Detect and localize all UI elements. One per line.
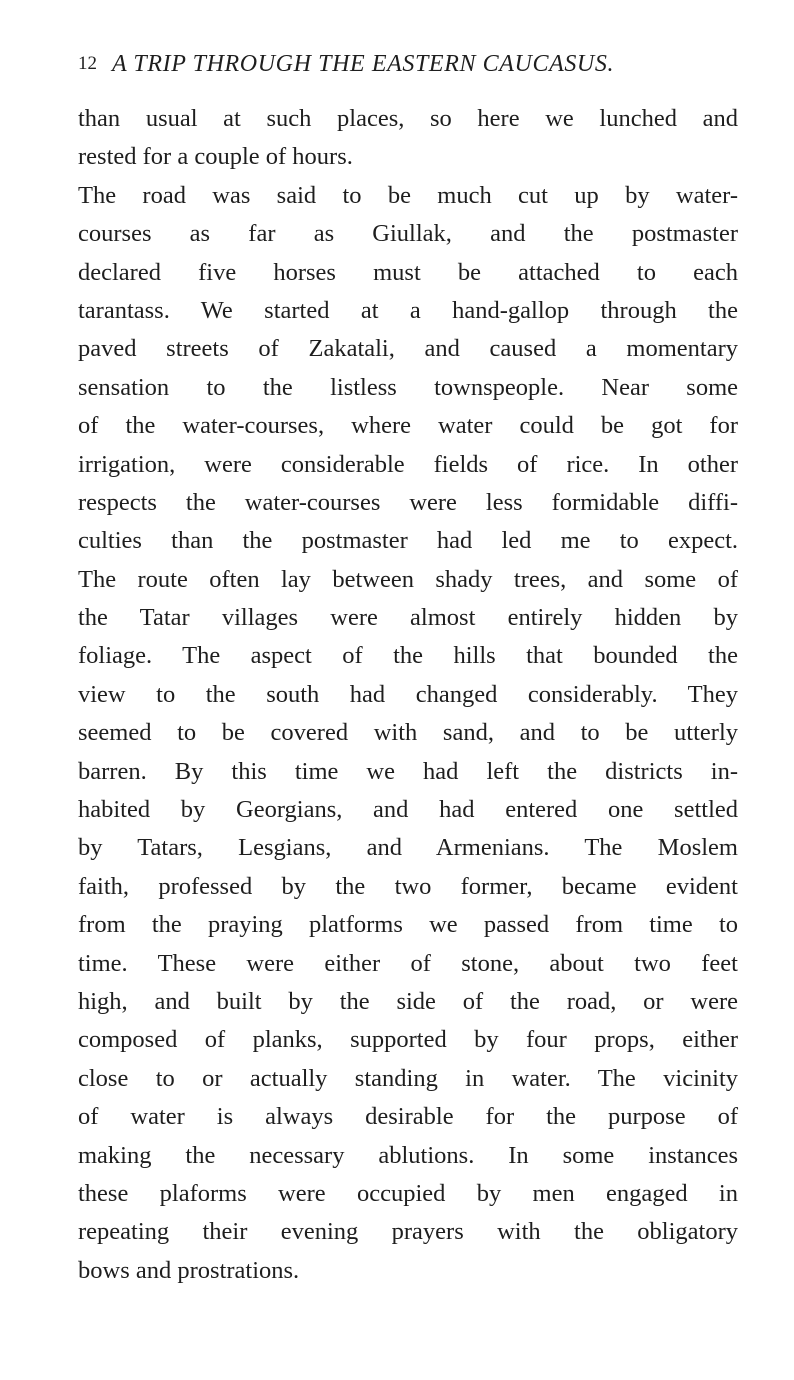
text-line: repeating their evening prayers with the obligatory: [78, 1218, 738, 1246]
text-line: barren. By this time we had left the districts in-: [78, 757, 738, 785]
text-line: close to or actually standing in water. The vicinity: [78, 1064, 738, 1092]
text-line: time. These were either of stone, about two feet: [78, 949, 738, 977]
text-line: sensation to the listless townspeople. Near some: [78, 373, 738, 401]
text-line: high, and built by the side of the road, or were: [78, 987, 738, 1015]
text-line: bows and prostrations.: [78, 1256, 300, 1284]
text-line: irrigation, were considerable fields of rice. In other: [78, 450, 738, 478]
text-line: view to the south had changed considerably. They: [78, 680, 738, 708]
text-line: The route often lay between shady trees, and some of: [78, 565, 738, 593]
text-line: than usual at such places, so here we lunched and: [78, 105, 738, 132]
text-line: the Tatar villages were almost entirely hidden by: [78, 604, 738, 632]
text-line: of the water-courses, where water could be got for: [78, 412, 738, 440]
text-line: from the praying platforms we passed from time to: [78, 911, 738, 939]
text-line: faith, professed by the two former, became evident: [78, 872, 738, 900]
text-line: making the necessary ablutions. In some instances: [78, 1141, 738, 1169]
running-head: [78, 48, 718, 80]
text-line: by Tatars, Lesgians, and Armenians. The Moslem: [78, 834, 738, 862]
text-line: foliage. The aspect of the hills that bounded the: [78, 642, 738, 670]
text-line: courses as far as Giullak, and the postmaster: [78, 220, 738, 248]
text-line: rested for a couple of hours.: [78, 143, 353, 171]
text-line: habited by Georgians, and had entered one settled: [78, 796, 738, 824]
text-line: seemed to be covered with sand, and to be utterly: [78, 719, 738, 747]
text-line: The road was said to be much cut up by water-: [78, 181, 738, 209]
text-line: culties than the postmaster had led me to expect.: [78, 527, 738, 555]
body-text: [78, 100, 738, 1290]
text-line: these plaforms were occupied by men engaged in: [78, 1179, 738, 1207]
running-title: A TRIP THROUGH THE EASTERN CAUCASUS.: [112, 51, 615, 77]
text-line: paved streets of Zakatali, and caused a momentary: [78, 335, 738, 363]
text-line: composed of planks, supported by four props, either: [78, 1026, 738, 1054]
text-line: declared five horses must be attached to each: [78, 258, 738, 286]
text-line: respects the water-courses were less formidable diffi-: [78, 488, 738, 516]
text-line: of water is always desirable for the purpose of: [78, 1103, 738, 1131]
page-number: 12: [78, 53, 97, 74]
text-line: tarantass. We started at a hand-gallop through the: [78, 296, 738, 324]
